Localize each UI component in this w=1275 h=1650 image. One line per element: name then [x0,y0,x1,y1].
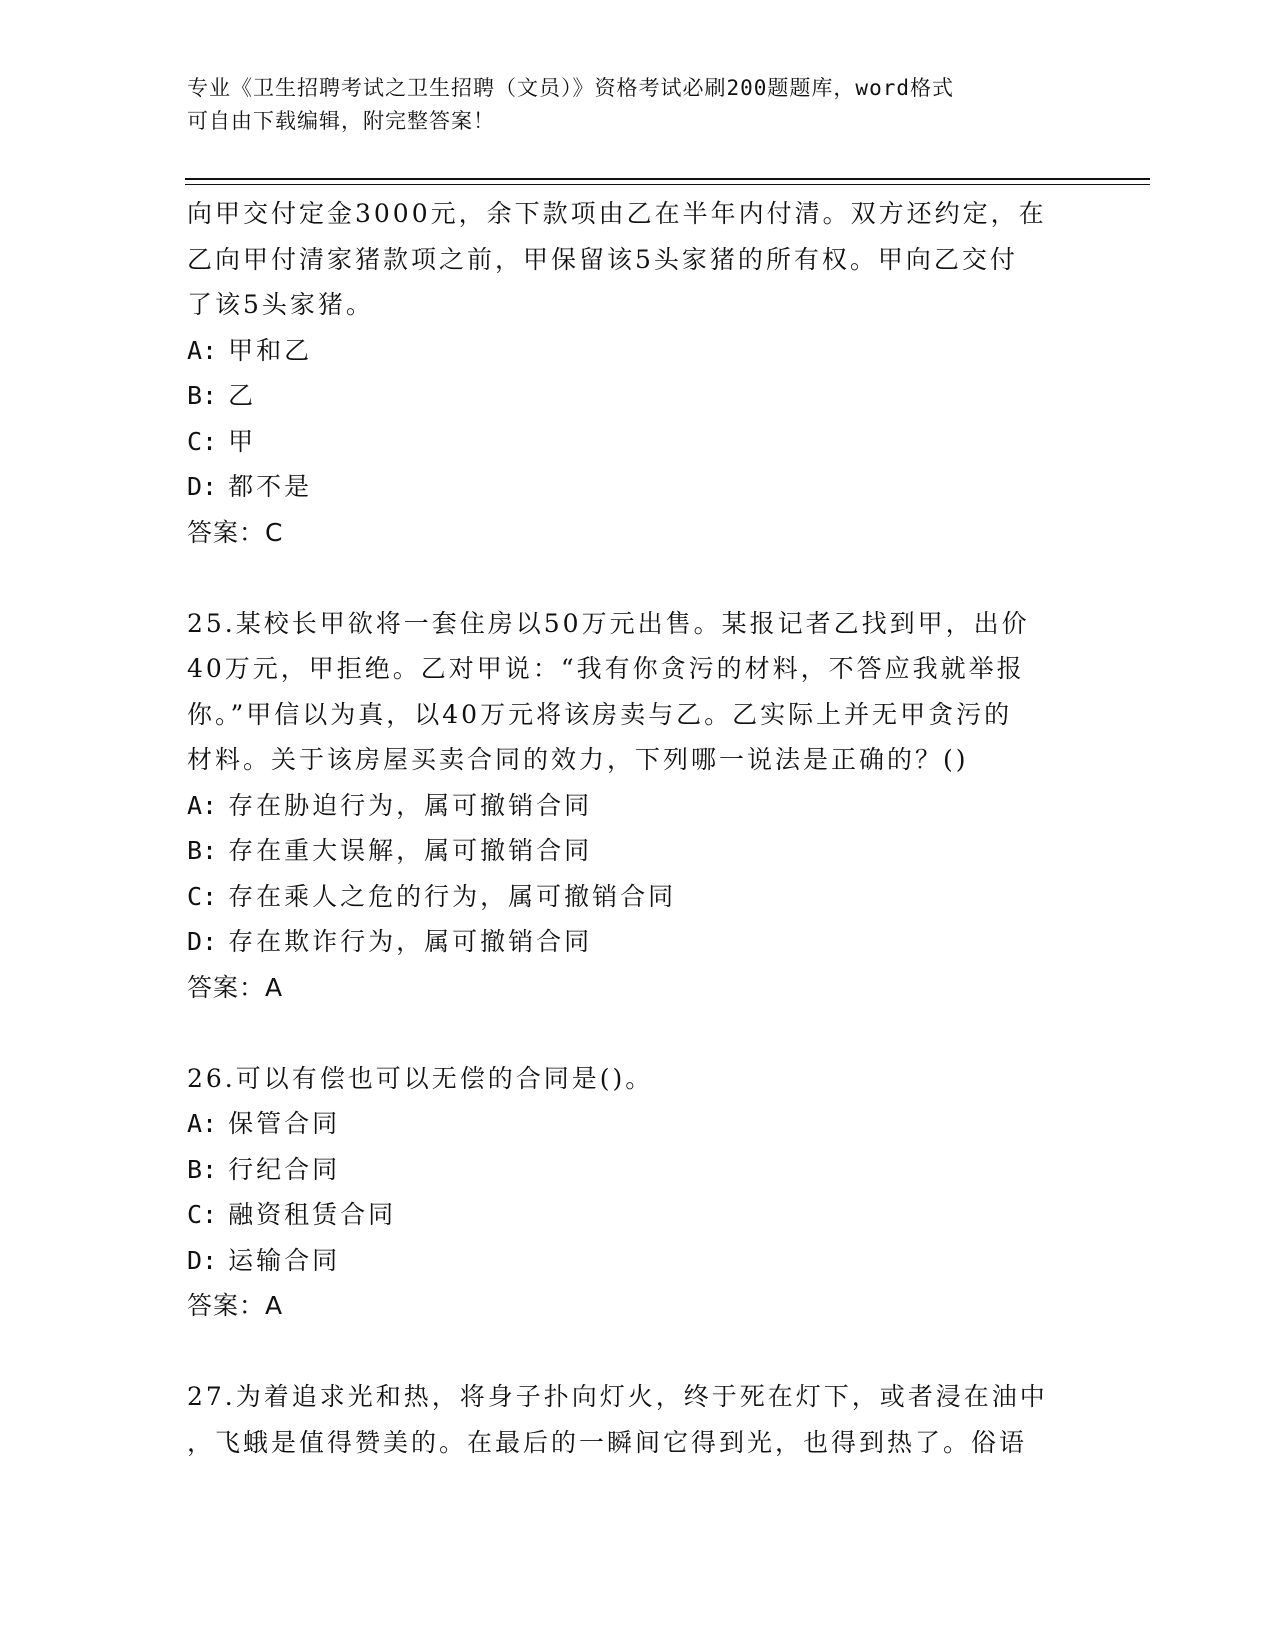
answer-line: 答案：A [187,1291,284,1320]
option-text: 存在胁迫行为，属可撤销合同 [228,790,593,820]
question-25 [187,601,1087,1011]
question-text-line: 25.某校长甲欲将一套住房以50万元出售。某报记者乙找到甲，出价 [187,608,1030,638]
header-rule-thick [185,178,1150,180]
option-d [187,464,1087,510]
option-text: 存在乘人之危的行为，属可撤销合同 [228,881,677,911]
question-text-line: 向甲交付定金3000元，余下款项由乙在半年内付清。双方还约定，在 [187,199,1047,228]
question-27 [187,1374,1087,1465]
option-key: A: [187,335,218,365]
question-text-line: 26.可以有偿也可以无偿的合同是()。 [187,1063,654,1093]
spacer [187,1329,1087,1375]
option-c [187,419,1087,465]
option-key: D: [187,1245,218,1275]
question-text-line: 27.为着追求光和热，将身子扑向灯火，终于死在灯下，或者浸在油中 [187,1382,1048,1411]
option-c [187,874,1087,920]
option-text: 甲 [228,426,257,456]
option-b [187,828,1087,874]
header-line-1: 专业《卫生招聘考试之卫生招聘（文员）》资格考试必刷200题题库，word格式 [187,76,954,100]
header-rule-thin [185,184,1150,185]
document-content [187,191,1087,1465]
answer-line: 答案：A [187,972,284,1002]
option-key: B: [187,836,218,865]
option-d [187,919,1087,965]
question-text-line: 材料。关于该房屋买卖合同的效力，下列哪一说法是正确的？() [187,745,969,774]
document-header [187,72,1067,138]
option-key: C: [187,881,218,911]
option-text: 都不是 [228,472,313,501]
option-d [187,1238,1087,1284]
option-key: C: [187,1200,218,1229]
option-a [187,328,1087,374]
answer-line: 答案：C [187,517,284,547]
question-26 [187,1056,1087,1329]
option-text: 存在欺诈行为，属可撤销合同 [228,927,593,956]
option-text: 存在重大误解，属可撤销合同 [228,836,593,865]
option-key: B: [187,381,218,410]
option-b [187,1147,1087,1193]
question-text-line: 乙向甲付清家猪款项之前，甲保留该5头家猪的所有权。甲向乙交付 [187,244,1018,274]
option-key: A: [187,790,218,820]
option-key: D: [187,472,218,501]
option-key: B: [187,1154,218,1184]
option-text: 运输合同 [228,1245,341,1275]
option-text: 融资租赁合同 [228,1200,397,1229]
question-text-line: 了该5头家猪。 [187,290,374,319]
option-key: C: [187,426,218,456]
option-a [187,783,1087,829]
option-c [187,1192,1087,1238]
option-text: 保管合同 [228,1109,341,1138]
option-text: 甲和乙 [228,335,313,365]
question-text-line: ，飞蛾是值得赞美的。在最后的一瞬间它得到光，也得到热了。俗语 [187,1427,1028,1457]
header-line-2: 可自由下载编辑，附完整答案！ [187,109,495,133]
spacer [187,555,1087,601]
option-a [187,1101,1087,1147]
option-key: A: [187,1109,218,1138]
option-text: 行纪合同 [228,1154,341,1184]
question-text-line: 40万元，甲拒绝。乙对甲说：“我有你贪污的材料，不答应我就举报 [187,654,1025,683]
option-key: D: [187,927,218,956]
question-24 [187,191,1087,555]
question-text-line: 你。”甲信以为真，以40万元将该房卖与乙。乙实际上并无甲贪污的 [187,699,1013,729]
option-text: 乙 [228,381,257,410]
option-b [187,373,1087,419]
spacer [187,1010,1087,1056]
